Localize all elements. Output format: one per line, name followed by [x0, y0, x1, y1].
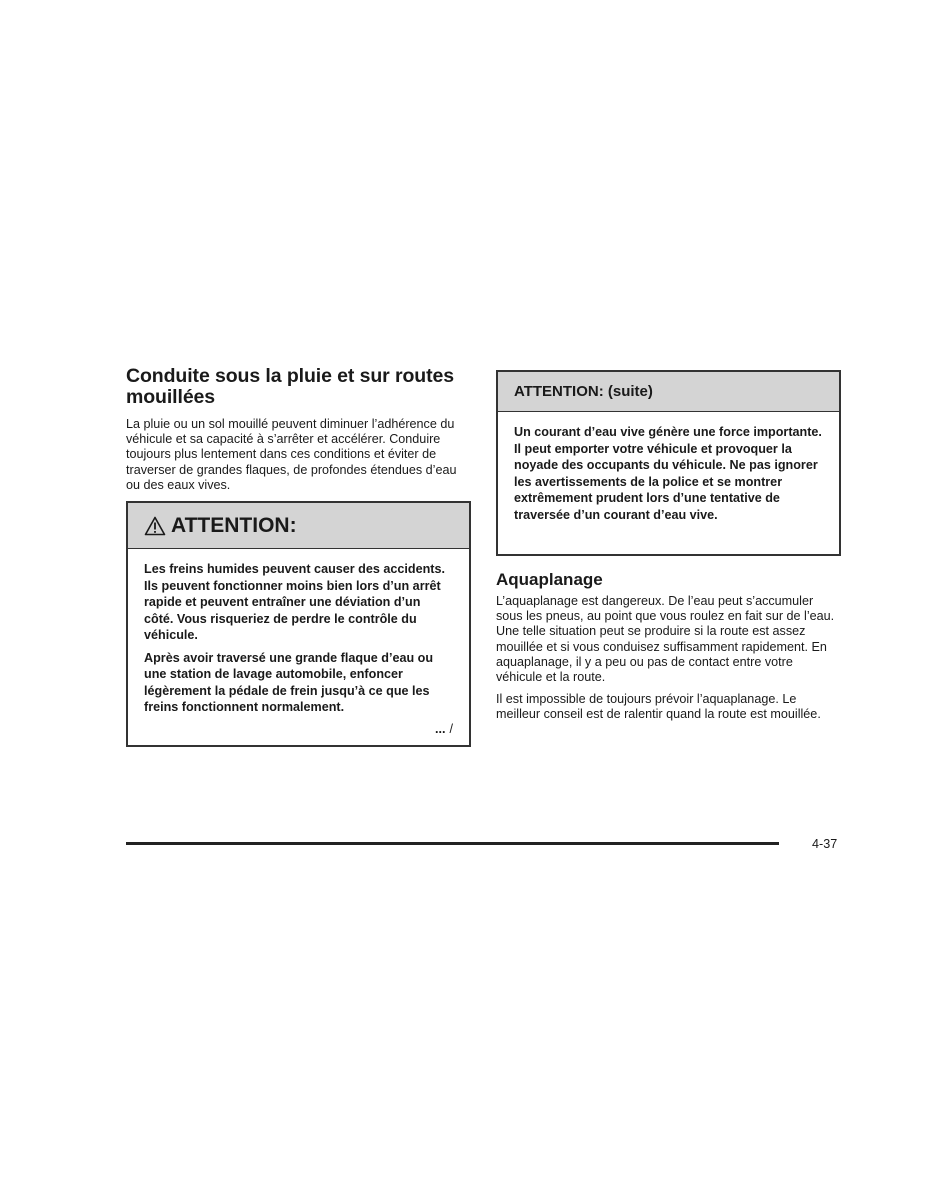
attention-continued-heading: ATTENTION: (suite) [514, 383, 653, 400]
section-title-wet-roads: Conduite sous la pluie et sur routes mouillées [126, 365, 454, 408]
aquaplaning-paragraph-1: L’aquaplanage est dangereux. De l’eau peut s’accumuler sous les pneus, au point que vous roulez en fait sur de l’eau. Une telle situation peut se produire si la route est assez mouillée et si vous conduisez suffisamment rapidement. En aquaplanage, il y a peu ou pas de contact entre votre véhicule et la route. [496, 594, 835, 685]
footer-rule [126, 842, 779, 845]
warning-triangle-icon [144, 516, 166, 536]
attention-continued-box [496, 370, 841, 556]
section-title-aquaplaning: Aquaplanage [496, 570, 603, 589]
aquaplaning-paragraph-2: Il est impossible de toujours prévoir l’aquaplanage. Le meilleur conseil est de ralentir quand la route est mouillée. [496, 692, 821, 722]
attention-heading: ATTENTION: [171, 513, 297, 537]
page-number: 4-37 [812, 837, 838, 851]
attention-header [128, 503, 469, 549]
attention-box [126, 501, 471, 747]
continued-slash: / [449, 721, 453, 736]
left-column [126, 366, 471, 747]
attention-continued-body [498, 412, 839, 543]
attention-body [128, 549, 469, 750]
attention-continued-header [498, 372, 839, 412]
attention-paragraph-1: Les freins humides peuvent causer des accidents. Ils peuvent fonctionner moins bien lors d’un arrêt rapide et peuvent entraîner une déviation d’un côté. Vous risqueriez de perdre le contrôle du véhicule. [144, 562, 445, 643]
continued-dots: ... [435, 721, 446, 736]
intro-paragraph: La pluie ou un sol mouillé peuvent diminuer l’adhérence du véhicule et sa capacité à s’arrêter et accélérer. Conduire toujours plus lentement dans ces conditions et éviter de traverser de grandes flaques, de profondes étendues d’eau ou des eaux vives. [126, 417, 457, 492]
continued-marker [144, 722, 453, 736]
attention-continued-paragraph: Un courant d’eau vive génère une force importante. Il peut emporter votre véhicule et provoquer la noyade des occupants du véhicule. Ne pas ignorer les avertissements de la police et se montrer extrêmement prudent lors d’une tentative de traversée d’un courant d’eau vive. [514, 425, 822, 522]
right-column [496, 370, 841, 730]
attention-paragraph-2: Après avoir traversé une grande flaque d’eau ou une station de lavage automobile, enfoncer légèrement la pédale de frein jusqu’à ce que les freins fonctionnent normalement. [144, 650, 434, 715]
